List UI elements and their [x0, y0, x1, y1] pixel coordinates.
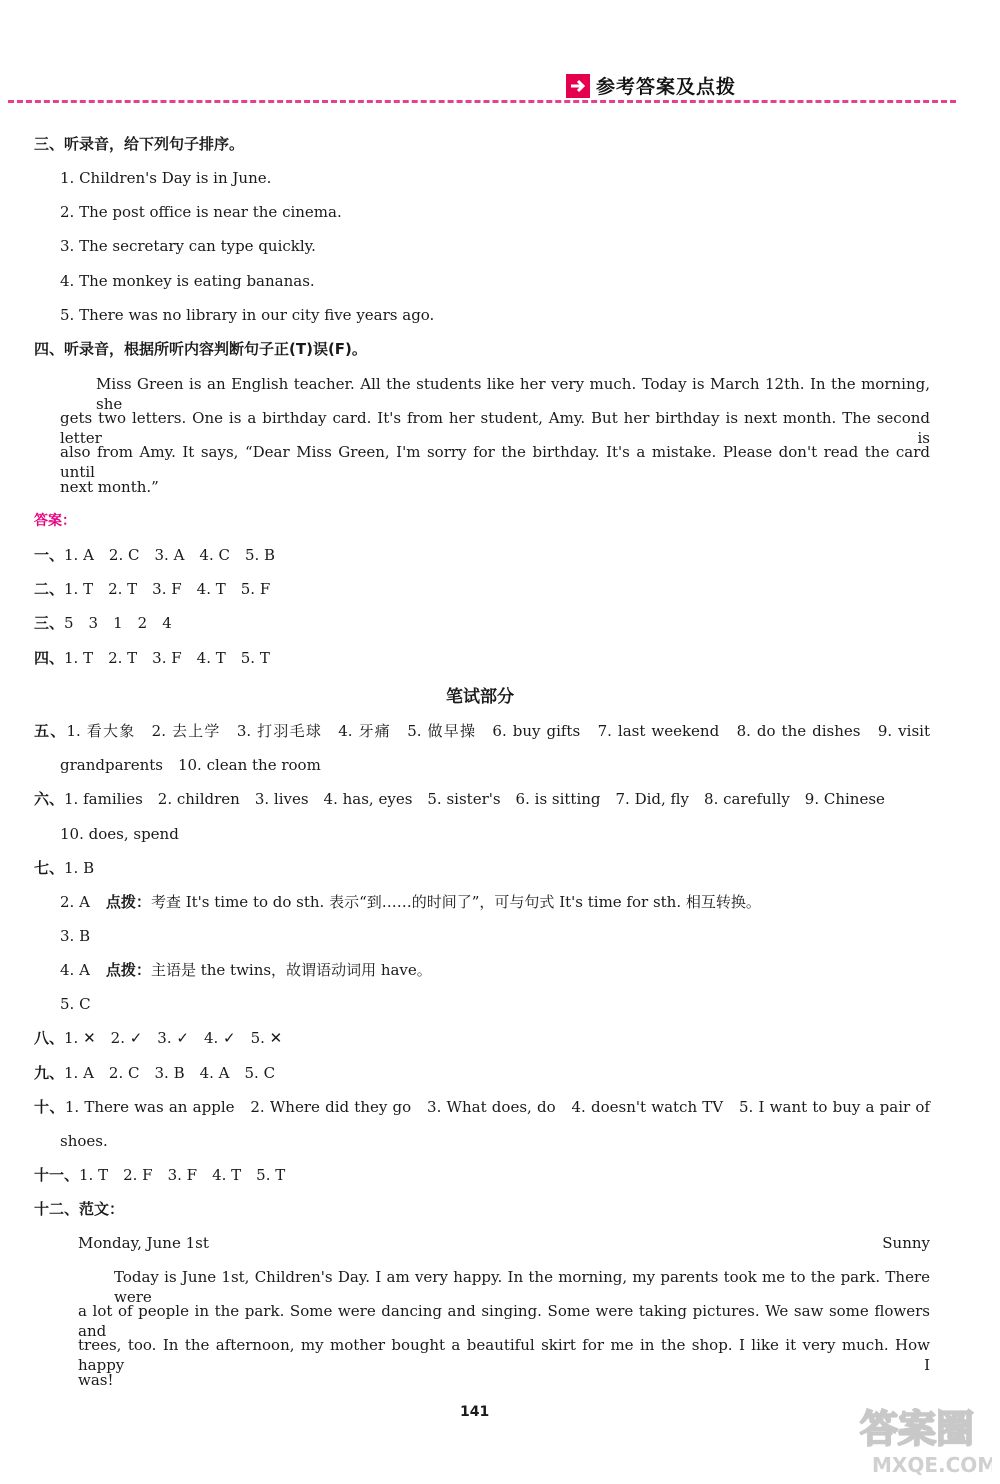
q10-line: 十、1. There was an apple 2. Where did they go 3. What does, do 4. doesn't watch TV 5. I want to buy a pair of	[34, 1098, 930, 1116]
list-item: 2. The post office is near the cinema.	[60, 203, 342, 221]
q7-line: 3. B	[60, 927, 91, 945]
q9-line: 九、1. A 2. C 3. B 4. A 5. C	[34, 1064, 276, 1082]
passage-line: gets two letters. One is a birthday card. It's from her student, Amy. But her birthday is next month. The second letter is	[60, 409, 930, 447]
svg-text:MXQE.COM: MXQE.COM	[872, 1453, 992, 1477]
section-title: 笔试部分	[446, 687, 514, 707]
list-item: 1. Children's Day is in June.	[60, 169, 272, 187]
page-header	[566, 72, 736, 99]
q6-line: 10. does, spend	[60, 825, 179, 843]
q6-line: 六、1. families 2. children 3. lives 4. has, eyes 5. sister's 6. is sitting 7. Did, fly 8. carefully 9. Chinese	[34, 790, 885, 808]
q5-line: grandparents 10. clean the room	[60, 756, 321, 774]
answer-row: 四、1. T 2. T 3. F 4. T 5. T	[34, 649, 270, 667]
q10-line: shoes.	[60, 1132, 108, 1150]
q7-line: 5. C	[60, 995, 91, 1013]
answer-row: 三、5 3 1 2 4	[34, 614, 172, 632]
essay-line: was!	[78, 1371, 114, 1389]
section-3-heading: 三、听录音，给下列句子排序。	[34, 135, 245, 153]
essay-weather: Sunny	[882, 1234, 930, 1252]
list-item: 3. The secretary can type quickly.	[60, 237, 316, 255]
answer-row: 二、1. T 2. T 3. F 4. T 5. F	[34, 580, 271, 598]
answers-label: 答案：	[34, 513, 76, 529]
answer-row: 一、1. A 2. C 3. A 4. C 5. B	[34, 546, 276, 564]
q12-heading: 十二、范文：	[34, 1200, 125, 1218]
essay-line: Today is June 1st, Children's Day. I am very happy. In the morning, my parents took me to the park. There were	[114, 1268, 930, 1306]
q7-line: 七、1. B	[34, 859, 95, 877]
header-title: 参考答案及点拨	[596, 76, 737, 98]
q11-line: 十一、1. T 2. F 3. F 4. T 5. T	[34, 1166, 286, 1184]
watermark-logo	[852, 1400, 992, 1478]
essay-line: a lot of people in the park. Some were dancing and singing. Some were taking pictures. We saw some flowers and	[78, 1302, 930, 1340]
arrow-icon	[566, 74, 590, 98]
section-4-heading: 四、听录音，根据所听内容判断句子正(T)误(F)。	[34, 340, 367, 358]
header-divider	[8, 100, 956, 103]
svg-text:答案圈: 答案圈	[860, 1407, 975, 1451]
q7-line: 2. A 点拨：考查 It's time to do sth. 表示“到……的时间了”，可与句式 It's time for sth. 相互转换。	[60, 893, 761, 911]
q7-line: 4. A 点拨：主语是 the twins，故谓语动词用 have。	[60, 961, 432, 979]
essay-line: trees, too. In the afternoon, my mother bought a beautiful skirt for me in the shop. I like it very much. How happy I	[78, 1336, 930, 1374]
page-number: 141	[460, 1404, 490, 1420]
essay-dateline	[78, 1233, 930, 1253]
list-item: 5. There was no library in our city five years ago.	[60, 306, 435, 324]
passage-line: next month.”	[60, 478, 159, 496]
passage-line: also from Amy. It says, “Dear Miss Green, I'm sorry for the birthday. It's a mistake. Please don't read the card until	[60, 443, 930, 481]
q5-line: 五、1. 看大象 2. 去上学 3. 打羽毛球 4. 牙痛 5. 做早操 6. buy gifts 7. last weekend 8. do the dishes 9. visit	[34, 722, 930, 740]
passage-line: Miss Green is an English teacher. All the students like her very much. Today is March 12th. In the morning, she	[96, 375, 930, 413]
list-item: 4. The monkey is eating bananas.	[60, 272, 315, 290]
q8-line: 八、1. ✕ 2. ✓ 3. ✓ 4. ✓ 5. ✕	[34, 1029, 283, 1047]
essay-date: Monday, June 1st	[78, 1234, 209, 1252]
